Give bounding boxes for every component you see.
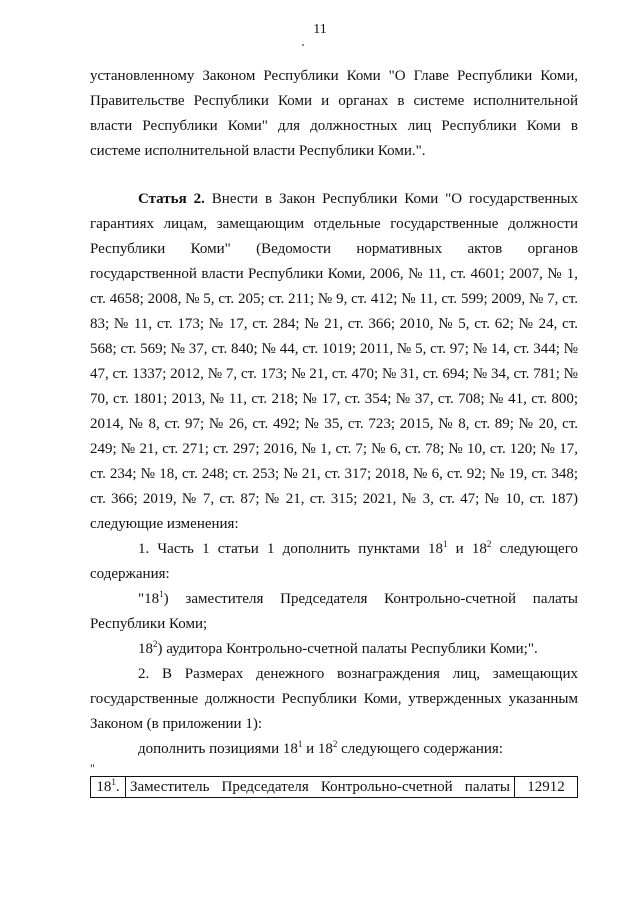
superscript: 1 xyxy=(159,589,164,599)
remuneration-table xyxy=(90,776,578,798)
superscript: 2 xyxy=(153,639,158,649)
row-number: 18 xyxy=(96,779,112,795)
quote-2-text-a: 18 xyxy=(138,641,153,657)
item-2a-text-b: и 18 xyxy=(302,741,333,757)
table-cell-position: Заместитель Председателя Контрольно-счетной палаты xyxy=(126,777,515,798)
item-1-text-a: 1. Часть 1 статьи 1 дополнить пунктами 18 xyxy=(138,541,443,557)
quote-2-text-b: ) аудитора Контрольно-счетной палаты Республики Коми;". xyxy=(157,641,538,657)
item-2: 2. В Размерах денежного вознаграждения лиц, замещающих государственные должности Республики Коми, утвержденных указанным Законом (в приложении 1): xyxy=(90,666,578,732)
superscript: 1 xyxy=(443,539,448,549)
article-text: Внести в Закон Республики Коми "О государственных гарантиях лицам, замещающим отдельные государственные должности Республики Коми" (Ведомости нормативных актов органов государственной власти Республики Коми, 2006, № 11, ст. 4601; 2007, № 1, ст. 4658; 2008, № 5, ст. 205; ст. 211; № 9, ст. 412; № 11, ст. 599; 2009, № 7, ст. 83; № 11, ст. 173; № 17, ст. 284; № 21, ст. 366; 2010, № 5, ст. 62; № 24, ст. 568; ст. 569; № 37, ст. 840; № 44, ст. 1019; 2011, № 5, ст. 97; № 14, ст. 344; № 47, ст. 1337; 2012, № 7, ст. 173; № 21, ст. 470; № 31, ст. 694; № 34, ст. 781; № 70, ст. 1801; 2013, № 11, ст. 218; № 17, ст. 354; № 37, ст. 708; № 41, ст. 800; 2014, № 8, ст. 97; № 26, ст. 492; № 35, ст. 723; 2015, № 8, ст. 89; № 20, ст. 249; № 21, ст. 271; ст. 297; 2016, № 1, ст. 7; № 6, ст. 78; № 10, ст. 120; № 17, ст. 234; № 18, ст. 248; ст. 253; № 21, ст. 317; 2018, № 6, ст. 92; № 19, ст. 348; ст. 366; 2019, № 7, ст. 87; № 21, ст. 315; 2021, № 3, ст. 47; № 10, ст. 187) следующие изменения: xyxy=(90,191,578,532)
item-1-text-c: следующего содержания: xyxy=(90,541,578,582)
quote-1-text-b: ) заместителя Председателя Контрольно-счетной палаты Республики Коми; xyxy=(90,591,578,632)
superscript: 1 xyxy=(297,739,303,749)
item-1 xyxy=(90,537,578,587)
table-cell-amount: 12912 xyxy=(515,777,578,798)
paragraph-continuation: установленному Законом Республики Коми "О Главе Республики Коми, Правительстве Республики Коми и органах в системе исполнительной власти Республики Коми" для должностных лиц Республики Коми в системе исполнительной власти Республики Коми.". xyxy=(90,68,578,159)
document-body xyxy=(90,64,578,798)
superscript: 1 xyxy=(111,777,116,787)
table-row xyxy=(91,777,578,798)
page-number: 11 xyxy=(313,22,327,37)
row-number-dot: . xyxy=(115,779,120,795)
table-cell-number xyxy=(91,777,126,798)
article-2-paragraph xyxy=(90,187,578,537)
superscript: 2 xyxy=(486,539,492,549)
item-2-addition xyxy=(90,737,578,762)
quote-18-2 xyxy=(90,637,578,662)
item-2a-text-a: дополнить позициями 18 xyxy=(138,741,298,757)
item-1-text-b: и 18 xyxy=(447,541,487,557)
quote-1-text-a: "18 xyxy=(138,591,160,607)
superscript: 2 xyxy=(332,739,338,749)
item-2a-text-c: следующего содержания: xyxy=(337,741,503,757)
opening-quote: " xyxy=(90,761,95,775)
article-heading: Статья 2. xyxy=(138,191,205,207)
scan-speck xyxy=(302,44,304,46)
quote-18-1 xyxy=(90,587,578,637)
